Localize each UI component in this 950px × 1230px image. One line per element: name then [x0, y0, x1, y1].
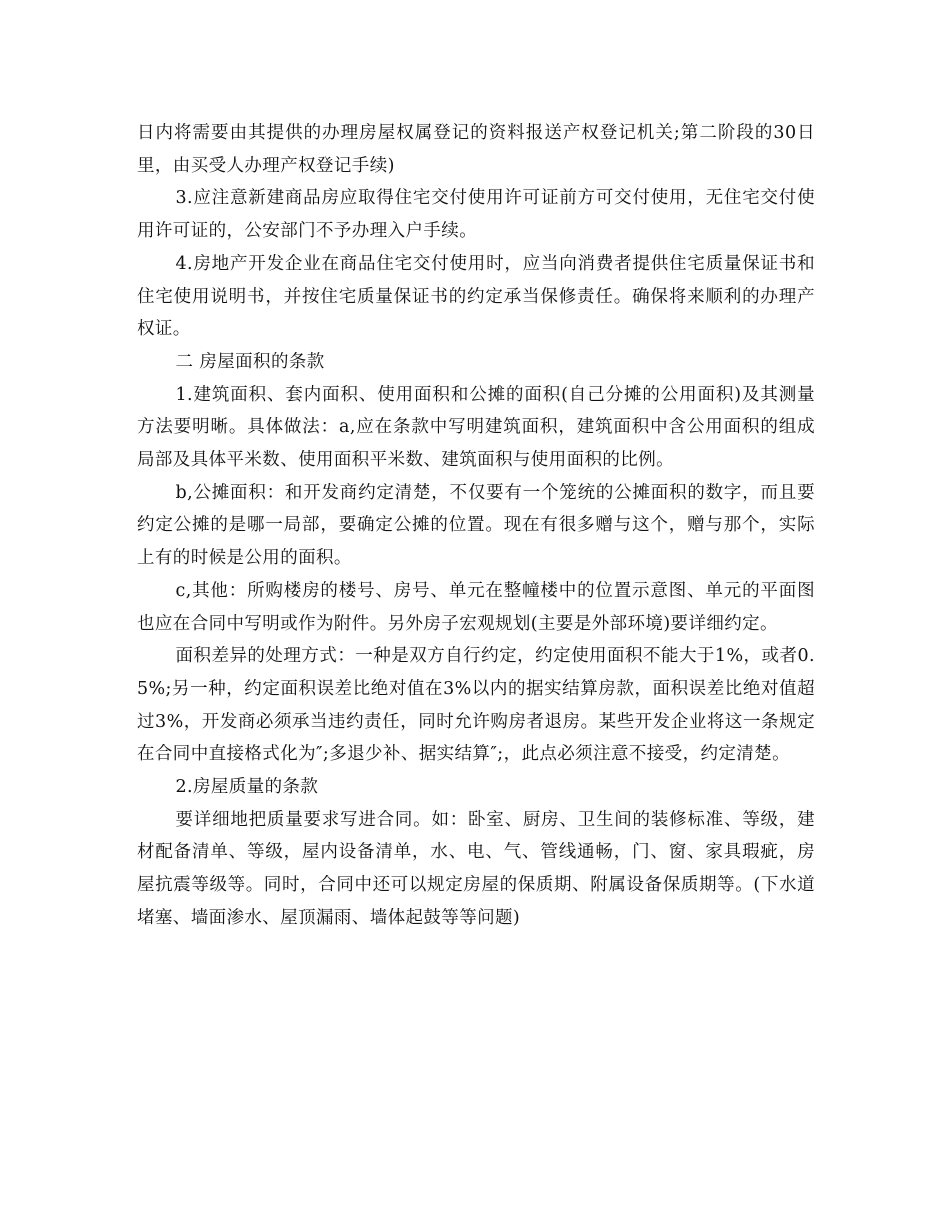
- paragraph-item-4: 4.房地产开发企业在商品住宅交付使用时，应当向消费者提供住宅质量保证书和住宅使用说明书，并按住宅质量保证书的约定承当保修责任。确保将来顺利的办理产权证。: [137, 253, 815, 340]
- paragraph-area-item-b: b,公摊面积：和开发商约定清楚，不仅要有一个笼统的公摊面积的数字，而且要约定公摊的是哪一局部，要确定公摊的位置。现在有很多赠与这个，赠与那个，实际上有的时候是公用的面积。: [137, 482, 815, 569]
- document-body: [137, 117, 815, 935]
- paragraph-area-difference: 面积差异的处理方式：一种是双方自行约定，约定使用面积不能大于1%，或者0.5%;另一种，约定面积误差比绝对值在3%以内的据实结算房款，面积误差比绝对值超过3%，开发商必须承当违约责任，同时允许购房者退房。某些开发企业将这一条规定在合同中直接格式化为″;多退少补、据实结算″;，此点必须注意不接受，约定清楚。: [137, 646, 815, 765]
- paragraph-area-item-c: c,其他：所购楼房的楼号、房号、单元在整幢楼中的位置示意图、单元的平面图也应在合同中写明或作为附件。另外房子宏观规划(主要是外部环境)要详细约定。: [137, 580, 815, 634]
- paragraph-item-3: 3.应注意新建商品房应取得住宅交付使用许可证前方可交付使用，无住宅交付使用许可证的，公安部门不予办理入户手续。: [137, 188, 815, 242]
- section-heading-area: 二 房屋面积的条款: [175, 351, 325, 372]
- paragraph-quality-details: 要详细地把质量要求写进合同。如：卧室、厨房、卫生间的装修标准、等级，建材配备清单、等级，屋内设备清单，水、电、气、管线通畅，门、窗、家具瑕疵，房屋抗震等级等。同时，合同中还可以规定房屋的保质期、附属设备保质期等。(下水道堵塞、墙面渗水、屋顶漏雨、墙体起鼓等等问题): [137, 809, 815, 928]
- section-heading-quality: 2.房屋质量的条款: [175, 777, 319, 798]
- paragraph-registration-continued: 日内将需要由其提供的办理房屋权属登记的资料报送产权登记机关;第二阶段的30日里，由买受人办理产权登记手续): [137, 123, 815, 176]
- paragraph-area-item-1: 1.建筑面积、套内面积、使用面积和公摊的面积(自己分摊的公用面积)及其测量方法要明晰。具体做法：a,应在条款中写明建筑面积，建筑面积中含公用面积的组成局部及具体平米数、使用面积平米数、建筑面积与使用面积的比例。: [137, 384, 815, 471]
